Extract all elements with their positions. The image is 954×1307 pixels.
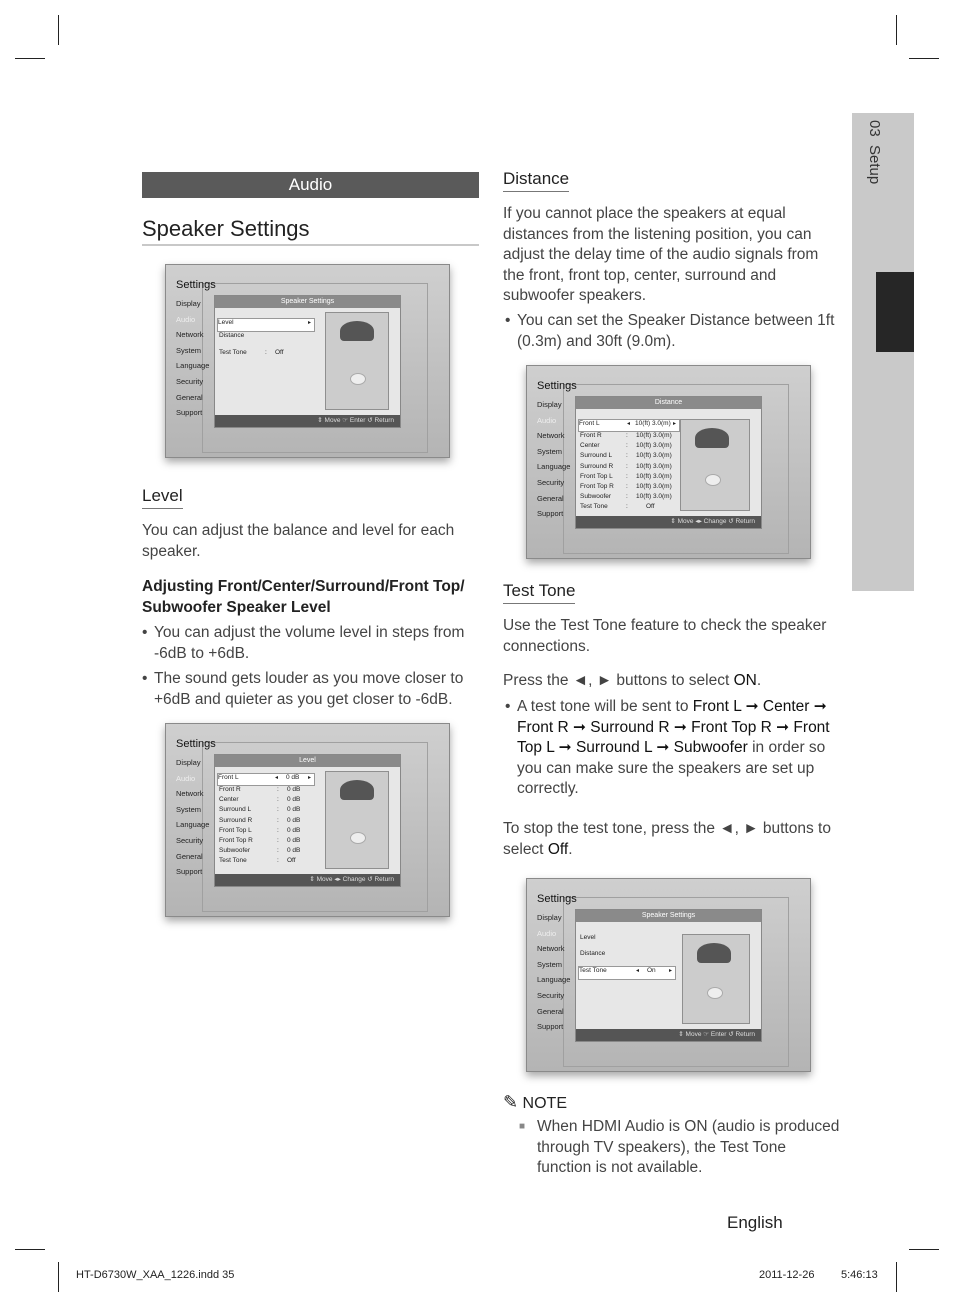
screenshot-distance [526, 365, 811, 559]
screen-title: Settings [537, 380, 577, 392]
speaker-layout-image [325, 312, 389, 410]
screenshot-level [165, 723, 450, 917]
settings-menu: Display Audio Network System Language Security General Support [176, 758, 210, 877]
note-item: ■ When HDMI Audio is ON (audio is produced through TV speakers), the Test Tone function is not available. [519, 1118, 840, 1176]
speaker-layout-image [682, 934, 750, 1024]
crop-mark [896, 15, 897, 45]
crop-mark [15, 58, 45, 59]
screenshot-test-tone [526, 878, 811, 1072]
section-bar: Audio [142, 172, 479, 198]
distance-bullet: • You can set the Speaker Distance between 1ft (0.3m) and 30ft (9.0m). [505, 312, 835, 350]
level-heading: Level [142, 486, 183, 509]
speaker-layout-image [680, 419, 750, 511]
footer-time: 5:46:13 [841, 1269, 878, 1281]
settings-menu: Display Audio Network System Language Security General Support [176, 299, 210, 418]
screen-title: Settings [176, 279, 216, 291]
level-intro: You can adjust the balance and level for each speaker. [142, 522, 455, 560]
test-tone-bullet: • A test tone will be sent to Front L ➞ Center ➞ Front R ➞ Surround R ➞ Front Top R ➞ Front Top L ➞ Surround L ➞ Subwoofer in order so you can make sure the speakers are set up correctly. [505, 698, 830, 797]
distance-intro: If you cannot place the speakers at equal distances from the listening position, you can adjust the delay time of the audio signals from the front, front top, center, surround and subwoofer speakers. [503, 205, 819, 304]
test-tone-heading: Test Tone [503, 581, 575, 604]
distance-panel: Distance Front L ◂ 10(ft) 3.0(m) ▸ Front R : 10(ft) 3.0(m) Center : 10(ft) 3.0(m) Surround L : 10(ft) 3.0(m) Surround R : 10(ft) 3.0(m) Front Top L : 10(ft) 3.0(m) Front Top R : 10(ft) 3.0(m) Subwoofer : 10(ft) 3.0(m) Test Tone : Off ⇕ Move ◂▸ Change ↺ Return [575, 396, 762, 529]
title-divider [142, 244, 479, 246]
crop-mark [15, 1249, 45, 1250]
level-subheading: Adjusting Front/Center/Surround/Front Top/ Subwoofer Speaker Level [142, 578, 465, 616]
settings-menu: Display Audio Network System Language Security General Support [537, 913, 571, 1032]
footer-file: HT-D6730W_XAA_1226.indd 35 [76, 1269, 235, 1281]
screenshot-speaker-settings [165, 264, 450, 458]
test-tone-intro: Use the Test Tone feature to check the speaker connections. [503, 617, 827, 655]
chapter-tab-marker [876, 272, 914, 352]
level-bullet: • You can adjust the volume level in steps from -6dB to +6dB. [142, 624, 465, 662]
speaker-layout-image [325, 771, 389, 869]
speaker-settings-panel: Speaker Settings Level ▸ Distance Test Tone : Off ⇕ Move ☞ Enter ↺ Return [214, 295, 401, 428]
settings-menu: Display Audio Network System Language Security General Support [537, 400, 571, 519]
screen-title: Settings [176, 738, 216, 750]
crop-mark [896, 1262, 897, 1292]
test-tone-press: Press the ◄, ► buttons to select ON. [503, 672, 762, 689]
screen-title: Settings [537, 893, 577, 905]
pencil-icon: ✎ [503, 1092, 519, 1112]
note-heading: ✎ NOTE [503, 1092, 567, 1112]
level-panel: Level Front L ◂ 0 dB ▸ Front R : 0 dB Center : 0 dB Surround L : 0 dB Surround R : 0 dB Front Top L : 0 dB Front Top R : 0 dB Subwoofer : 0 dB Test Tone : Off ⇕ Move ◂▸ Change ↺ Return [214, 754, 401, 887]
test-tone-stop: To stop the test tone, press the ◄, ► buttons to select Off. [503, 820, 831, 858]
page-title: Speaker Settings [142, 216, 310, 241]
crop-mark [58, 15, 59, 45]
crop-mark [909, 1249, 939, 1250]
level-bullet: • The sound gets louder as you move closer to +6dB and quieter as you get closer to -6dB. [142, 670, 464, 708]
crop-mark [58, 1262, 59, 1292]
footer-date: 2011-12-26 [759, 1269, 815, 1281]
test-tone-panel: Speaker Settings Level Distance Test Tone ◂ On ▸ ⇕ Move ☞ Enter ↺ Return [575, 909, 762, 1042]
chapter-tab-label: 03 Setup [866, 120, 883, 185]
language-label: English [727, 1213, 783, 1232]
distance-heading: Distance [503, 169, 569, 192]
crop-mark [909, 58, 939, 59]
chapter-tab [852, 113, 914, 591]
